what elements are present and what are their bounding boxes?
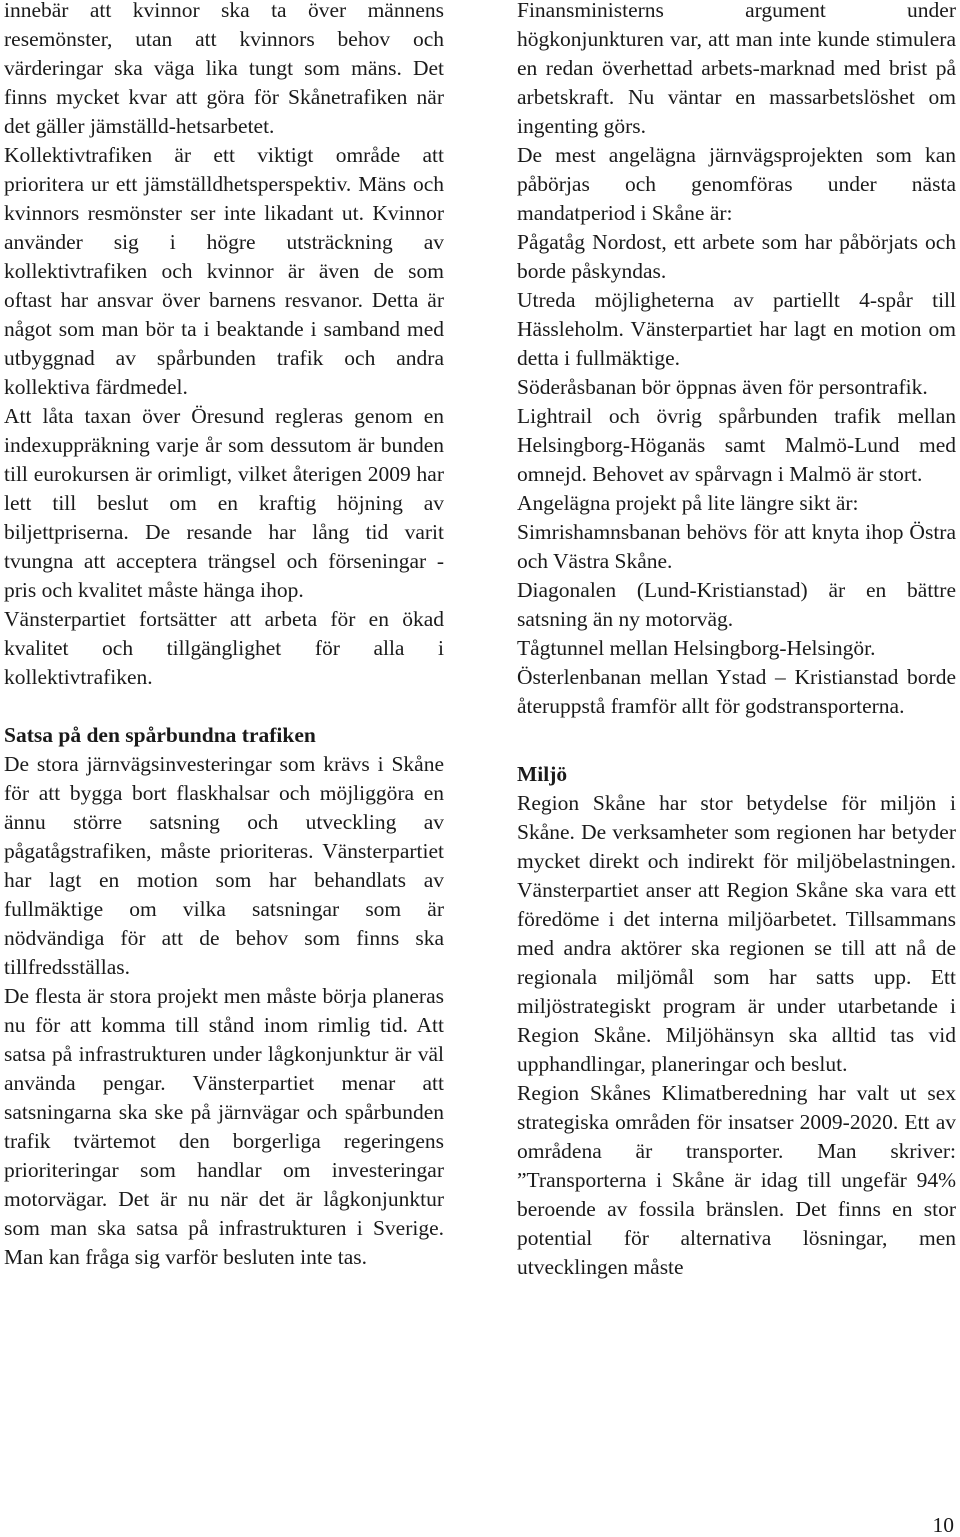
body-paragraph: Kollektivtrafiken är ett viktigt område att prioritera ur ett jämställdhetsperspektiv. Mäns och kvinnors resmönster ser inte likadant ut. Kvinnor använder sig i högre utsträckning av kollektivtrafiken och kvinnor är även de som oftast har ansvar över barnens resvanor. Detta är något som man bör ta i beaktande i samband med utbyggnad av spårbunden trafik och andra kollektiva färdmedel. [4, 143, 444, 399]
left-column [4, 0, 444, 1272]
list-item: Lightrail och övrig spårbunden trafik mellan Helsingborg-Höganäs samt Malmö-Lund med omnejd. Behovet av spårvagn i Malmö är stort. [517, 404, 956, 486]
list-item: Simrishamnsbanan behövs för att knyta ihop Östra och Västra Skåne. [517, 520, 956, 573]
list-item: Tågtunnel mellan Helsingborg-Helsingör. [517, 636, 876, 660]
page-number: 10 [932, 1513, 954, 1537]
body-paragraph: Vänsterpartiet fortsätter att arbeta för en ökad kvalitet och tillgänglighet för alla i kollektivtrafiken. [4, 607, 444, 689]
body-paragraph: De stora järnvägsinvesteringar som krävs i Skåne för att bygga bort flaskhalsar och möjliggöra en ännu större satsning och utveckling av pågatågstrafiken, måste prioriteras. Vänsterpartiet har lagt en motion som har behandlats av fullmäktige om vilka satsningar som är nödvändiga för att de behov som finns ska tillfredsställas. [4, 752, 444, 979]
list-item: Söderåsbanan bör öppnas även för persontrafik. [517, 375, 928, 399]
section-heading: Miljö [517, 762, 568, 786]
body-paragraph: Finansministerns argument under högkonjunkturen var, att man inte kunde stimulera en redan överhettad arbets-marknad med brist på arbetskraft. Nu väntar en massarbetslöshet om ingenting görs. [517, 0, 956, 138]
list-item: Diagonalen (Lund-Kristianstad) är en bättre satsning än ny motorväg. [517, 578, 956, 631]
body-paragraph: De flesta är stora projekt men måste börja planeras nu för att komma till stånd inom rimlig tid. Att satsa på infrastrukturen under lågkonjunktur är väl använda pengar. Vänsterpartiet menar att satsningarna ska ske på järnvägar och spårbunden trafik tvärtemot den borgerliga regeringens prioriteringar som handlar om investeringar motorvägar. Det är nu när det är lågkonjunktur som man ska satsa på infrastrukturen i Sverige. Man kan fråga sig varför besluten inte tas. [4, 984, 444, 1269]
body-paragraph: Region Skåne har stor betydelse för miljön i Skåne. De verksamheter som regionen har betyder mycket direkt och indirekt för miljöbelastningen. Vänsterpartiet anser att Region Skåne ska vara ett föredöme i det interna miljöarbetet. Tillsammans med andra aktörer ska regionen se till att nå de regionala miljömål som har satts upp. Ett miljöstrategiskt program är under utarbetande i Region Skåne. Miljöhänsyn ska alltid tas vid upphandlingar, planeringar och beslut. [517, 791, 956, 1076]
body-paragraph: Angelägna projekt på lite längre sikt är: [517, 491, 859, 515]
body-paragraph: Att låta taxan över Öresund regleras genom en indexuppräkning varje år som dessutom är bunden till eurokursen är orimligt, vilket återigen 2009 har lett till beslut om en kraftig höjning av biljettpriserna. De resande har lång tid varit tvungna att acceptera trängsel och förseningar - pris och kvalitet måste hänga ihop. [4, 404, 444, 602]
list-item: Pågatåg Nordost, ett arbete som har påbörjats och borde påskyndas. [517, 230, 956, 283]
section-spacer [517, 721, 956, 750]
body-paragraph: innebär att kvinnor ska ta över männens resemönster, utan att kvinnors behov och värderingar ska väga lika tungt som mäns. Det finns mycket kvar att göra för Skånetrafiken när det gäller jämställd-hetsarbetet. [4, 0, 444, 138]
list-item: Österlenbanan mellan Ystad – Kristianstad borde återuppstå framför allt för godstransporterna. [517, 665, 956, 718]
section-spacer [517, 750, 956, 760]
list-item: Utreda möjligheterna av partiellt 4-spår till Hässleholm. Vänsterpartiet har lagt en motion om detta i fullmäktige. [517, 288, 956, 370]
section-spacer [4, 692, 444, 721]
body-paragraph: De mest angelägna järnvägsprojekten som kan påbörjas och genomföras under nästa mandatperiod i Skåne är: [517, 143, 956, 225]
right-column [517, 0, 956, 1282]
section-heading: Satsa på den spårbundna trafiken [4, 723, 316, 747]
body-paragraph: Region Skånes Klimatberedning har valt ut sex strategiska områden för insatser 2009-2020. Ett av områdena är transporter. Man skriver: ”Transporterna i Skåne är idag till ungefär 94% beroende av fossila bränslen. Det finns en stor potential för alternativa lösningar, men utvecklingen måste [517, 1081, 956, 1279]
